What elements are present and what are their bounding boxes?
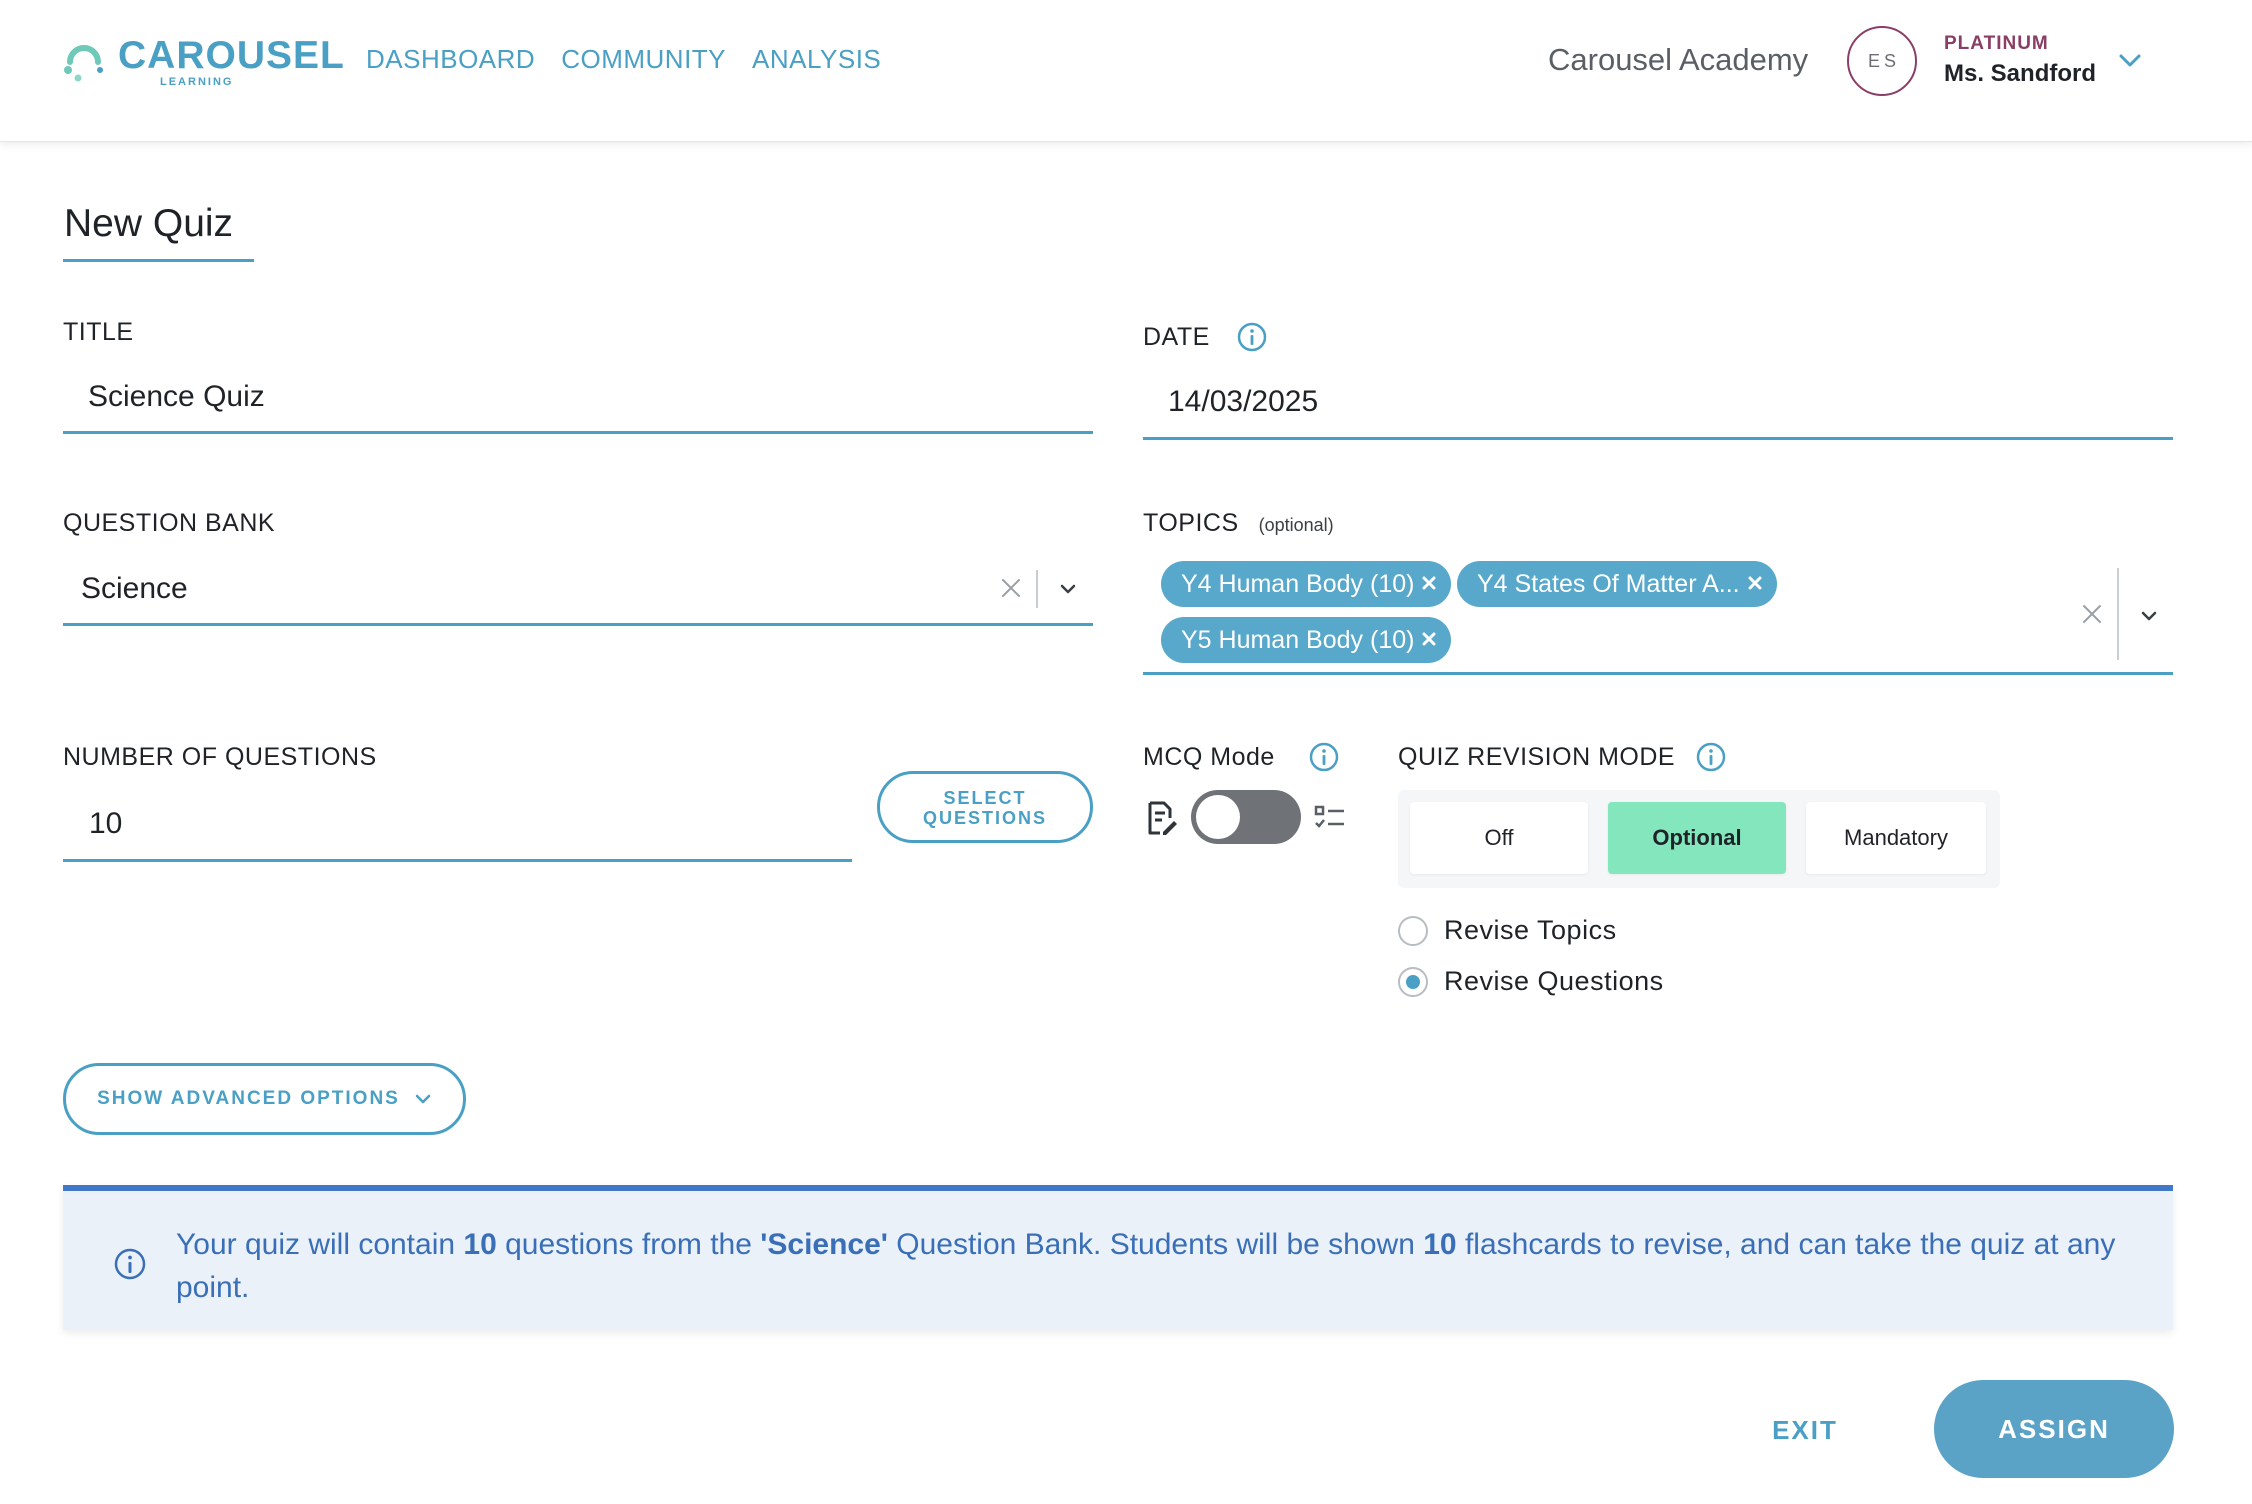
select-separator <box>2117 568 2119 660</box>
nav-dashboard[interactable]: DASHBOARD <box>366 44 536 74</box>
revision-mode-segmented-control <box>1398 790 2000 888</box>
topic-chip <box>1161 617 1451 663</box>
remove-chip-icon[interactable] <box>1419 573 1439 593</box>
clear-icon[interactable] <box>1000 577 1022 599</box>
logo-wordmark: CAROUSEL <box>118 34 345 77</box>
toggle-knob <box>1196 795 1240 839</box>
chevron-down-icon[interactable] <box>1058 581 1078 597</box>
radio-label: Revise Topics <box>1444 915 1617 945</box>
revision-mode-off[interactable]: Off <box>1410 802 1588 874</box>
exit-button[interactable]: EXIT <box>1772 1414 1838 1445</box>
radio-revise-questions[interactable] <box>1398 966 1664 997</box>
nav-analysis[interactable]: ANALYSIS <box>752 44 882 74</box>
user-name: Ms. Sandford <box>1944 60 2097 87</box>
edit-document-icon <box>1146 800 1178 836</box>
main-nav <box>366 44 881 75</box>
num-questions-input[interactable] <box>63 786 852 862</box>
radio-button[interactable] <box>1398 916 1428 946</box>
radio-button[interactable] <box>1398 967 1428 997</box>
num-questions-value: 10 <box>89 807 123 840</box>
title-input-value: Science Quiz <box>88 380 265 413</box>
select-questions-button[interactable]: SELECT QUESTIONS <box>877 771 1093 843</box>
radio-revise-topics[interactable] <box>1398 915 1617 946</box>
topics-label-row <box>1143 509 1334 538</box>
info-icon[interactable] <box>1236 321 1268 353</box>
title-input[interactable] <box>63 360 1093 434</box>
remove-chip-icon[interactable] <box>1745 573 1765 593</box>
checklist-icon <box>1314 804 1346 832</box>
topic-chip-label: Y4 States Of Matter A... <box>1477 569 1740 598</box>
mcq-mode-label: MCQ Mode <box>1143 743 1275 771</box>
info-icon <box>113 1247 147 1281</box>
carousel-logo[interactable] <box>62 34 345 90</box>
top-nav-bar <box>0 0 2252 142</box>
topics-multiselect[interactable] <box>1143 552 2173 675</box>
select-separator <box>1036 570 1038 608</box>
info-icon[interactable] <box>1695 741 1727 773</box>
radio-label: Revise Questions <box>1444 966 1664 996</box>
topics-label: TOPICS <box>1143 509 1239 537</box>
question-bank-label: QUESTION BANK <box>63 509 276 537</box>
date-label: DATE <box>1143 323 1210 351</box>
nav-community[interactable]: COMMUNITY <box>561 44 727 74</box>
question-bank-select[interactable] <box>63 552 1093 626</box>
mcq-mode-toggle[interactable] <box>1191 790 1301 844</box>
assign-button[interactable]: ASSIGN <box>1934 1380 2174 1478</box>
topic-chip <box>1457 561 1777 607</box>
revision-mode-mandatory[interactable]: Mandatory <box>1806 802 1986 874</box>
chevron-down-icon[interactable] <box>2116 48 2144 72</box>
chevron-down-icon <box>414 1092 432 1106</box>
info-icon[interactable] <box>1308 741 1340 773</box>
page-title: New Quiz <box>64 202 234 245</box>
revision-mode-optional[interactable]: Optional <box>1608 802 1786 874</box>
topic-chip-label: Y5 Human Body (10) <box>1181 625 1415 654</box>
num-questions-label: NUMBER OF QUESTIONS <box>63 743 377 771</box>
remove-chip-icon[interactable] <box>1419 629 1439 649</box>
clear-icon[interactable] <box>2081 603 2103 625</box>
question-bank-value: Science <box>81 572 188 605</box>
quiz-summary-banner <box>63 1185 2173 1330</box>
title-label: TITLE <box>63 318 134 346</box>
revision-mode-label: QUIZ REVISION MODE <box>1398 743 1676 771</box>
plan-badge: PLATINUM <box>1944 33 2049 54</box>
topic-chip <box>1161 561 1451 607</box>
advanced-options-label: SHOW ADVANCED OPTIONS <box>97 1088 400 1109</box>
logo-subtext: LEARNING <box>160 76 234 88</box>
avatar[interactable]: ES <box>1847 26 1917 96</box>
chevron-down-icon[interactable] <box>2139 608 2159 624</box>
title-underline <box>63 259 254 262</box>
show-advanced-options-button[interactable] <box>63 1063 466 1135</box>
carousel-logo-icon <box>62 38 106 82</box>
quiz-summary-text: Your quiz will contain 10 questions from the 'Science' Question Bank. Students will be shown 10 flashcards to revise, and can take the quiz at any point. <box>176 1228 2116 1304</box>
date-input-value: 14/03/2025 <box>1168 385 1319 418</box>
school-name: Carousel Academy <box>1548 42 1809 77</box>
topic-chip-label: Y4 Human Body (10) <box>1181 569 1415 598</box>
date-input[interactable] <box>1143 364 2173 440</box>
topics-optional-label: (optional) <box>1258 515 1334 535</box>
